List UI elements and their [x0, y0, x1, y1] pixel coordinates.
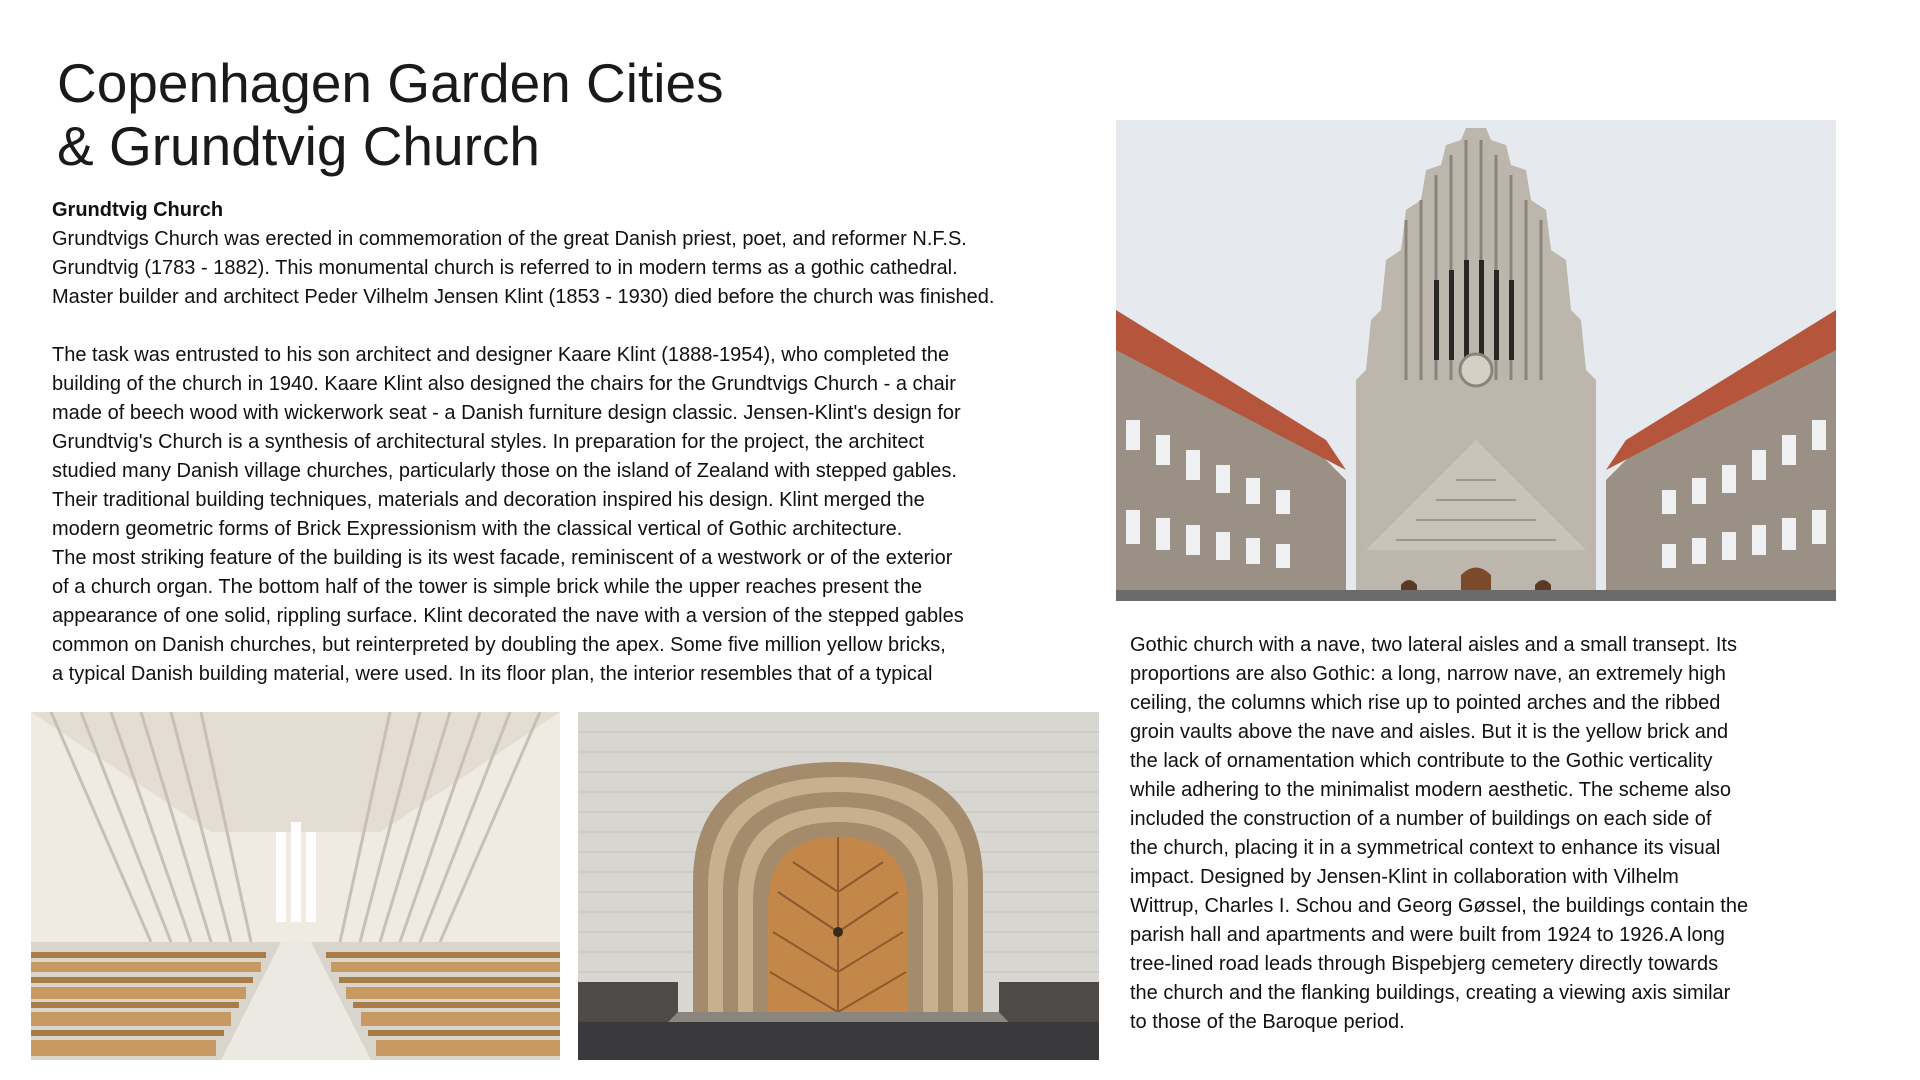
church-interior-photo: [31, 712, 560, 1060]
title-line-2: & Grundtvig Church: [57, 115, 540, 177]
section-subhead: Grundtvig Church: [52, 199, 224, 221]
page-title: [57, 52, 957, 178]
article-left-column: [52, 196, 1112, 689]
paragraph-2: The task was entrusted to his son architect and designer Kaare Klint (1888-1954), who completed the building of the church in 1940. Kaare Klint also designed the chairs for the Grundtvigs Church - a chair made of beech wood with wickerwork seat - a Danish furniture design classic. Jensen-Klint's design for Grundtvig's Church is a synthesis of architectural styles. In preparation for the project, the architect studied many Danish village churches, particularly those on the island of Zealand with stepped gables. Their traditional building techniques, materials and decoration inspired his design. Klint merged the modern geometric forms of Brick Expressionism with the classical vertical of Gothic architecture. The most striking feature of the building is its west facade, reminiscent of a westwork or of the exterior of a church organ. The bottom half of the tower is simple brick while the upper reaches present the appearance of one solid, rippling surface. Klint decorated the nave with a version of the stepped gables common on Danish churches, but reinterpreted by doubling the apex. Some five million yellow bricks, a typical Danish building material, were used. In its floor plan, the interior resembles that of a typical: [52, 344, 964, 685]
church-facade-photo: [1116, 120, 1836, 601]
paragraph-1: Grundtvigs Church was erected in commemoration of the great Danish priest, poet, and reformer N.F.S. Grundtvig (1783 - 1882). This monumental church is referred to in modern terms as a gothic cathedral. Master builder and architect Peder Vilhelm Jensen Klint (1853 - 1930) died before the church was finished.: [52, 228, 995, 308]
title-line-1: Copenhagen Garden Cities: [57, 52, 724, 114]
church-door-photo: [578, 712, 1099, 1060]
paragraph-3: Gothic church with a nave, two lateral aisles and a small transept. Its proportions are also Gothic: a long, narrow nave, an extremely high ceiling, the columns which rise up to pointed arches and the ribbed groin vaults above the nave and aisles. But it is the yellow brick and the lack of ornamentation which contribute to the Gothic verticality while adhering to the minimalist modern aesthetic. The scheme also included the construction of a number of buildings on each side of the church, placing it in a symmetrical context to enhance its visual impact. Designed by Jensen-Klint in collaboration with Vilhelm Wittrup, Charles I. Schou and Georg Gøssel, the buildings contain the parish hall and apartments and were built from 1924 to 1926.A long tree-lined road leads through Bispebjerg cemetery directly towards the church and the flanking buildings, creating a viewing axis similar to those of the Baroque period.: [1130, 634, 1749, 1033]
